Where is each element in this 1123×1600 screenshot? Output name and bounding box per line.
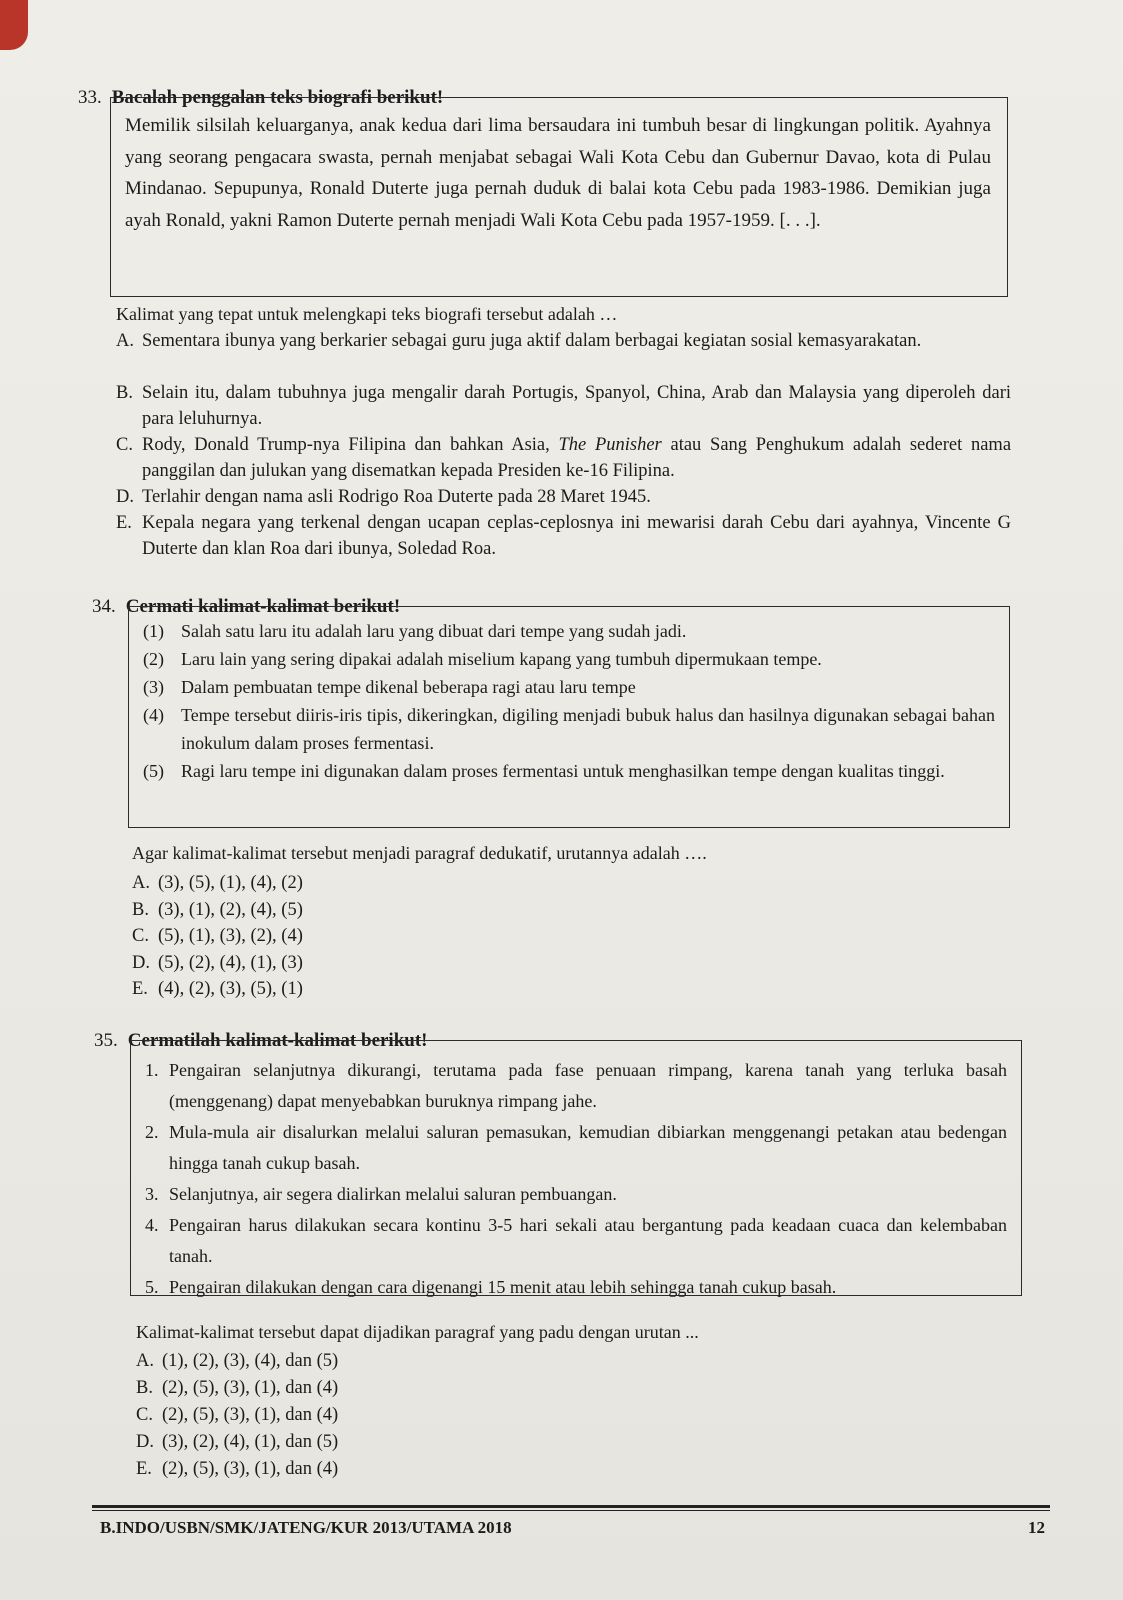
option-text: (2), (5), (3), (1), dan (4) <box>162 1405 339 1425</box>
q33-heading-text: Bacalah penggalan teks biografi berikut! <box>111 87 444 108</box>
sentence-number: (2) <box>143 649 164 669</box>
q33-option-e[interactable] <box>116 510 1011 562</box>
option-letter: D. <box>136 1432 154 1452</box>
sentence-text: Mula-mula air disalurkan melalui saluran pemasukan, kemudian dibiarkan menggenangi petakan atau bedengan hingga tanah cukup basah. <box>169 1122 1007 1173</box>
q35-option-d[interactable] <box>136 1429 636 1456</box>
sentence-text: Ragi laru tempe ini digunakan dalam proses fermentasi untuk menghasilkan tempe dengan kualitas tinggi. <box>181 761 945 781</box>
sentence-number: 4. <box>145 1215 159 1235</box>
sentence-number: (3) <box>143 677 164 697</box>
q35-sentence-box <box>130 1040 1022 1296</box>
q34-sentences <box>143 617 995 785</box>
option-text <box>142 432 1011 484</box>
sentence-number: 3. <box>145 1184 159 1204</box>
sentence-number: (4) <box>143 705 164 725</box>
footer-rule-thin <box>92 1510 1050 1511</box>
sentence-text: Tempe tersebut diiris-iris tipis, dikeringkan, digiling menjadi bubuk halus dan hasilnya digunakan sebagai bahan inokulum dalam proses fermentasi. <box>181 705 995 753</box>
q35-sentence-5 <box>145 1272 1007 1303</box>
q35-sentence-2 <box>145 1117 1007 1179</box>
q35-heading-text: Cermatilah kalimat-kalimat berikut! <box>127 1030 428 1051</box>
q33-option-d[interactable] <box>116 484 1011 510</box>
sentence-text: Pengairan dilakukan dengan cara digenangi 15 menit atau lebih sehingga tanah cukup basah. <box>169 1277 837 1297</box>
q33-passage: Memilik silsilah keluarganya, anak kedua dari lima bersaudara ini tumbuh besar di lingkungan politik. Ayahnya yang seorang pengacara swasta, pernah menjabat sebagai Wali Kota Cebu dan Gubernur Davao, kota di Pulau Mindanao. Sepupunya, Ronald Duterte juga pernah duduk di balai kota Cebu pada 1983-1986. Demikian juga ayah Ronald, yakni Ramon Duterte pernah menjadi Wali Kota Cebu pada 1957-1959. [. . .]. <box>125 115 991 231</box>
sentence-number: (5) <box>143 761 164 781</box>
q35-option-e[interactable] <box>136 1456 636 1483</box>
q34-number: 34. <box>92 596 116 617</box>
option-text-part: atau Sang Penghukum adalah sederet nama panggilan dan julukan yang disematkan kepada Presiden ke-16 Filipina. <box>142 435 1012 481</box>
option-letter: E. <box>116 513 132 533</box>
option-text: (2), (5), (3), (1), dan (4) <box>162 1459 339 1479</box>
sentence-text: Dalam pembuatan tempe dikenal beberapa ragi atau laru tempe <box>181 677 636 697</box>
option-letter: A. <box>132 873 150 893</box>
q35-sentences <box>145 1055 1007 1303</box>
q34-sentence-4 <box>143 701 995 757</box>
q33-passage-box <box>110 97 1008 297</box>
q33-options <box>116 328 1011 562</box>
q34-sentence-1 <box>143 617 995 645</box>
q34-option-e[interactable] <box>132 976 632 1003</box>
q35-option-c[interactable] <box>136 1402 636 1429</box>
q35-number: 35. <box>94 1030 118 1051</box>
q34-option-c[interactable] <box>132 923 632 950</box>
q34-prompt: Agar kalimat-kalimat tersebut menjadi paragraf dedukatif, urutannya adalah …. <box>132 843 707 863</box>
sentence-text: Pengairan harus dilakukan secara kontinu 3-5 hari sekali atau bergantung pada keadaan cuaca dan kelembaban tanah. <box>169 1215 1007 1266</box>
option-text: (1), (2), (3), (4), dan (5) <box>162 1351 339 1371</box>
option-letter: C. <box>116 435 133 455</box>
sentence-text: Salah satu laru itu adalah laru yang dibuat dari tempe yang sudah jadi. <box>181 621 687 641</box>
option-letter: D. <box>132 952 150 973</box>
option-text: Terlahir dengan nama asli Rodrigo Roa Duterte pada 28 Maret 1945. <box>142 487 651 507</box>
q33-number: 33. <box>78 87 102 108</box>
q34-heading-text: Cermati kalimat-kalimat berikut! <box>125 596 401 617</box>
option-letter: B. <box>136 1378 153 1398</box>
q35-sentence-3 <box>145 1179 1007 1210</box>
corner-mark <box>0 0 28 50</box>
q34-option-a[interactable] <box>132 870 632 897</box>
option-text: (5), (1), (3), (2), (4) <box>158 926 303 946</box>
sentence-text: Selanjutnya, air segera dialirkan melalui saluran pembuangan. <box>169 1184 617 1204</box>
q35-sentence-4 <box>145 1210 1007 1272</box>
option-letter: C. <box>136 1405 153 1425</box>
q34-options <box>132 870 632 1003</box>
sentence-number: (1) <box>143 621 164 641</box>
q33-option-b[interactable] <box>116 380 1011 432</box>
q35-option-b[interactable] <box>136 1375 636 1402</box>
footer-exam-code: B.INDO/USBN/SMK/JATENG/KUR 2013/UTAMA 2018 <box>100 1518 512 1537</box>
option-text: (5), (2), (4), (1), (3) <box>158 952 303 973</box>
q34-sentence-2 <box>143 645 995 673</box>
option-text-italic: The Punisher <box>558 435 662 455</box>
q34-sentence-box <box>128 606 1010 828</box>
option-text-part: Rody, Donald Trump-nya Filipina dan bahkan Asia, <box>142 435 550 455</box>
q35-option-a[interactable] <box>136 1348 636 1375</box>
sentence-number: 5. <box>145 1277 159 1297</box>
option-text: (2), (5), (3), (1), dan (4) <box>162 1378 339 1398</box>
option-letter: B. <box>132 899 149 920</box>
option-letter: C. <box>132 926 149 946</box>
option-text: (4), (2), (3), (5), (1) <box>158 979 303 999</box>
option-letter: A. <box>116 331 134 351</box>
option-letter: E. <box>136 1459 152 1479</box>
sentence-text: Laru lain yang sering dipakai adalah miselium kapang yang tumbuh dipermukaan tempe. <box>181 649 822 669</box>
sentence-number: 1. <box>145 1060 159 1080</box>
page-number: 12 <box>1028 1518 1045 1537</box>
sentence-number: 2. <box>145 1122 159 1142</box>
q34-sentence-3 <box>143 673 995 701</box>
q34-sentence-5 <box>143 757 995 785</box>
q34-option-d[interactable] <box>132 950 632 977</box>
option-text: Selain itu, dalam tubuhnya juga mengalir darah Portugis, Spanyol, China, Arab dan Malaysia yang diperoleh dari para leluhurnya. <box>142 383 1011 429</box>
q35-prompt: Kalimat-kalimat tersebut dapat dijadikan paragraf yang padu dengan urutan ... <box>136 1322 699 1342</box>
option-text: (3), (1), (2), (4), (5) <box>158 899 303 920</box>
option-text: Sementara ibunya yang berkarier sebagai guru juga aktif dalam berbagai kegiatan sosial kemasyarakatan. <box>142 331 922 351</box>
q34-option-b[interactable] <box>132 897 632 924</box>
sentence-text: Pengairan selanjutnya dikurangi, terutama pada fase penuaan rimpang, karena tanah yang terluka basah (menggenang) dapat menyebabkan buruknya rimpang jahe. <box>169 1060 1007 1111</box>
option-letter: E. <box>132 979 148 999</box>
option-text: (3), (2), (4), (1), dan (5) <box>162 1432 339 1452</box>
footer-rule <box>92 1505 1050 1508</box>
q33-prompt: Kalimat yang tepat untuk melengkapi teks biografi tersebut adalah … <box>116 304 618 324</box>
q33-option-a[interactable] <box>116 328 1011 380</box>
option-text: (3), (5), (1), (4), (2) <box>158 873 303 893</box>
q33-option-c[interactable] <box>116 432 1011 484</box>
q35-sentence-1 <box>145 1055 1007 1117</box>
q35-options <box>136 1348 636 1483</box>
option-letter: B. <box>116 383 133 403</box>
option-text: Kepala negara yang terkenal dengan ucapan ceplas-ceplosnya ini mewarisi darah Cebu dari ayahnya, Vincente G Duterte dan klan Roa dari ibunya, Soledad Roa. <box>142 513 1011 559</box>
option-letter: D. <box>116 487 134 507</box>
option-letter: A. <box>136 1351 154 1371</box>
